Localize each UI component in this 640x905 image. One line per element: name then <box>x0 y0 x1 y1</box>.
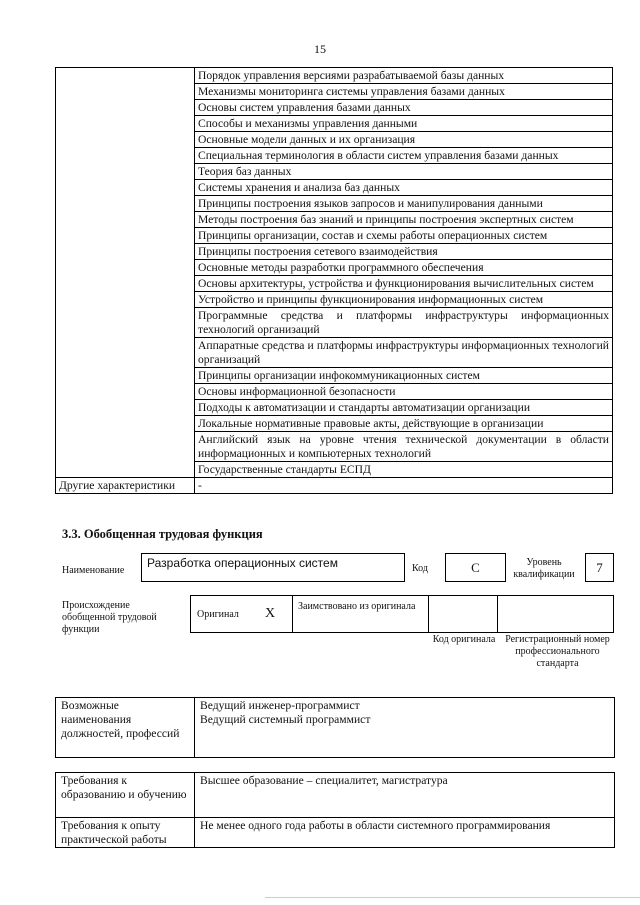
knowledge-item: Основные методы разработки программного обеспечения <box>195 260 613 276</box>
knowledge-item: Системы хранения и анализа баз данных <box>195 180 613 196</box>
level-value: 7 <box>596 559 603 575</box>
knowledge-item: Принципы организации, состав и схемы работы операционных систем <box>195 228 613 244</box>
name-field <box>141 553 405 582</box>
knowledge-item: Английский язык на уровне чтения технической документации в области информационных и компьютерных технологий <box>195 432 613 462</box>
section-title: 3.3. Обобщенная трудовая функция <box>62 527 263 541</box>
knowledge-item: Специальная терминология в области систем управления базами данных <box>195 148 613 164</box>
knowledge-item: Локальные нормативные правовые акты, действующие в организации <box>195 416 613 432</box>
origin-divider-1 <box>292 595 293 633</box>
knowledge-row <box>56 68 613 84</box>
knowledge-item: Государственные стандарты ЕСПД <box>195 462 613 478</box>
reg-caption: Регистрационный номер профессионального стандарта <box>505 634 610 669</box>
knowledge-item: Порядок управления версиями разрабатываемой базы данных <box>195 68 613 84</box>
position-item: Ведущий инженер-программист <box>200 699 360 712</box>
positions-values <box>195 698 615 758</box>
knowledge-item: Основы систем управления базами данных <box>195 100 613 116</box>
req-label-education: Требования к образованию и обучению <box>56 773 195 818</box>
name-value: Разработка операционных систем <box>147 556 338 570</box>
knowledge-label-cell <box>56 68 195 478</box>
req-label-experience: Требования к опыту практической работы <box>56 818 195 848</box>
knowledge-item: Теория баз данных <box>195 164 613 180</box>
knowledge-item: Методы построения баз знаний и принципы построения экспертных систем <box>195 212 613 228</box>
origin-divider-2 <box>428 595 429 633</box>
knowledge-item: Принципы построения языков запросов и манипулирования данными <box>195 196 613 212</box>
knowledge-item: Принципы построения сетевого взаимодействия <box>195 244 613 260</box>
knowledge-item: Основы информационной безопасности <box>195 384 613 400</box>
code-value: C <box>471 559 480 575</box>
level-field <box>585 553 614 582</box>
req-value-experience: Не менее одного года работы в области системного программирования <box>195 818 615 848</box>
original-label: Оригинал <box>197 609 239 620</box>
knowledge-item: Подходы к автоматизации и стандарты автоматизации организации <box>195 400 613 416</box>
req-value-education: Высшее образование – специалитет, магистратура <box>195 773 615 818</box>
requirements-table <box>55 772 615 848</box>
positions-table <box>55 697 615 758</box>
other-characteristics-value: - <box>195 478 613 494</box>
knowledge-item: Аппаратные средства и платформы инфраструктуры информационных технологий организаций <box>195 338 613 368</box>
knowledge-item: Основные модели данных и их организация <box>195 132 613 148</box>
knowledge-item: Устройство и принципы функционирования информационных систем <box>195 292 613 308</box>
position-item: Ведущий системный программист <box>200 713 371 726</box>
other-characteristics-row <box>56 478 613 494</box>
origin-divider-3 <box>497 595 498 633</box>
knowledge-item: Способы и механизмы управления данными <box>195 116 613 132</box>
positions-label: Возможные наименования должностей, профессий <box>56 698 195 758</box>
code-caption: Код оригинала <box>432 634 496 645</box>
origin-label: Происхождение обобщенной трудовой функции <box>62 600 157 635</box>
knowledge-item: Механизмы мониторинга системы управления базами данных <box>195 84 613 100</box>
code-field <box>445 553 506 582</box>
knowledge-table <box>55 67 613 494</box>
other-characteristics-label: Другие характеристики <box>56 478 195 494</box>
name-label: Наименование <box>62 565 125 576</box>
knowledge-item: Принципы организации инфокоммуникационных систем <box>195 368 613 384</box>
scan-edge <box>265 897 640 898</box>
level-label: Уровень квалификации <box>513 557 575 580</box>
borrowed-label: Заимствовано из оригинала <box>298 601 416 612</box>
knowledge-item: Основы архитектуры, устройства и функционирования вычислительных систем <box>195 276 613 292</box>
page-number: 15 <box>314 42 326 56</box>
code-label: Код <box>412 563 428 574</box>
original-mark: X <box>265 606 276 621</box>
knowledge-item: Программные средства и платформы инфраструктуры информационных технологий организаций <box>195 308 613 338</box>
